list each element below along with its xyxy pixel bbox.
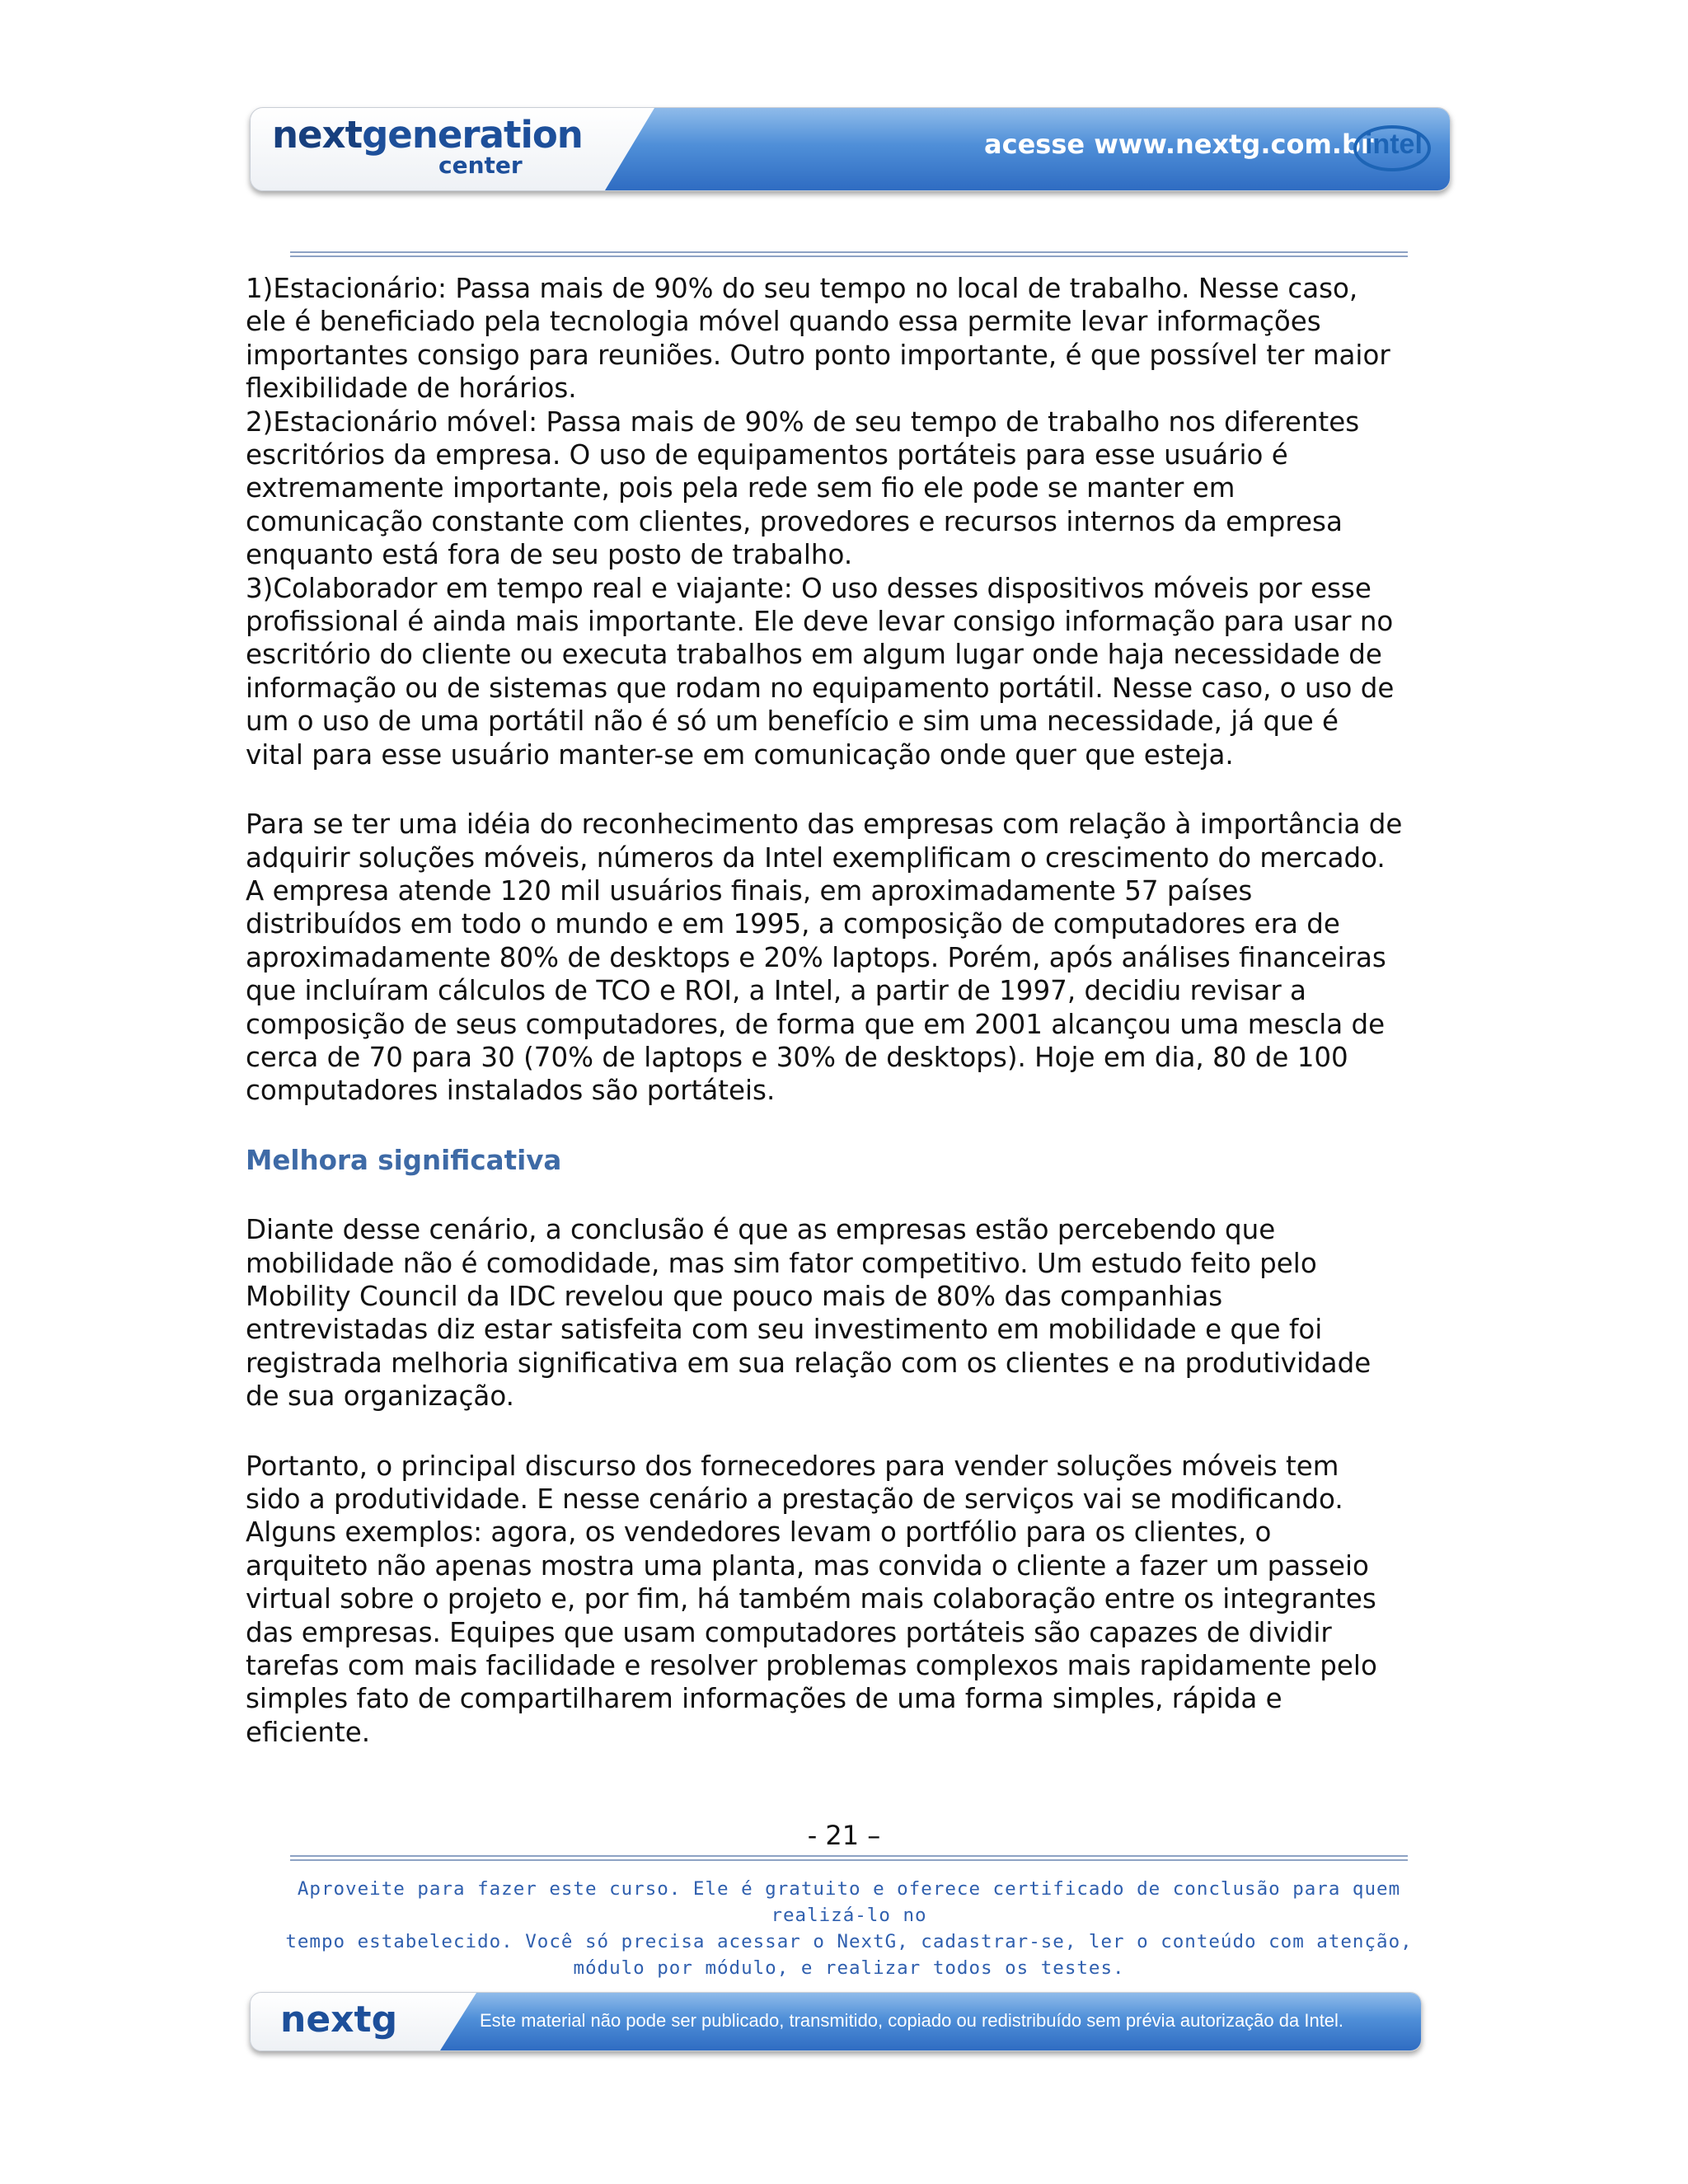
text-line: importantes consigo para reuniões. Outro ponto importante, é que possível ter maior bbox=[246, 339, 1390, 371]
text-line: enquanto está fora de seu posto de trabalho. bbox=[246, 539, 853, 571]
text-line: 3)Colaborador em tempo real e viajante: O uso desses dispositivos móveis por esse bbox=[246, 572, 1372, 604]
text-line: escritório do cliente ou executa trabalhos em algum lugar onde haja necessidade de bbox=[246, 639, 1382, 671]
paragraph-gap bbox=[246, 1177, 1449, 1213]
logo-wordmark: nextgeneration bbox=[272, 113, 583, 157]
nextg-logo: nextg bbox=[280, 1999, 398, 2041]
text-line: registrada melhoria significativa em sua relação com os clientes e na produtividade bbox=[246, 1347, 1372, 1379]
text-line: adquirir soluções móveis, números da Intel exemplificam o crescimento do mercado. bbox=[246, 841, 1386, 874]
logo-subtitle: center bbox=[438, 152, 523, 179]
paragraph-idc-study bbox=[246, 1213, 1449, 1413]
text-line: simples fato de compartilharem informações de uma forma simples, rápida e bbox=[246, 1683, 1282, 1715]
paragraph-intel-numbers bbox=[246, 808, 1449, 1108]
text-line: computadores instalados são portáteis. bbox=[246, 1075, 776, 1107]
paragraph-productivity bbox=[246, 1450, 1449, 1750]
text-line: Portanto, o principal discurso dos fornecedores para vender soluções móveis tem bbox=[246, 1450, 1339, 1482]
text-line: Para se ter uma idéia do reconhecimento das empresas com relação à importância de bbox=[246, 808, 1403, 841]
notice-line: módulo por módulo, e realizar todos os testes. bbox=[573, 1957, 1125, 1979]
text-line: 1)Estacionário: Passa mais de 90% do seu tempo no local de trabalho. Nesse caso, bbox=[246, 273, 1358, 304]
paragraph-worker-types bbox=[246, 272, 1449, 771]
text-line: distribuídos em todo o mundo e em 1995, a composição de computadores era de bbox=[246, 908, 1340, 940]
text-line: escritórios da empresa. O uso de equipamentos portáteis para esse usuário é bbox=[246, 439, 1288, 471]
header-divider bbox=[290, 251, 1408, 257]
text-line: virtual sobre o projeto e, por fim, há também mais colaboração entre os integrantes bbox=[246, 1583, 1376, 1615]
text-line: tarefas com mais facilidade e resolver problemas complexos mais rapidamente pelo bbox=[246, 1650, 1377, 1682]
text-line: extremamente importante, pois pela rede sem fio ele pode se manter em bbox=[246, 472, 1236, 504]
text-line: que incluíram cálculos de TCO e ROI, a Intel, a partir de 1997, decidiu revisar a bbox=[246, 975, 1306, 1007]
text-line: ele é beneficiado pela tecnologia móvel quando essa permite levar informações bbox=[246, 306, 1321, 338]
text-line: A empresa atende 120 mil usuários finais, em aproximadamente 57 países bbox=[246, 874, 1253, 907]
text-line: Diante desse cenário, a conclusão é que as empresas estão percebendo que bbox=[246, 1214, 1276, 1246]
notice-line: Aproveite para fazer este curso. Ele é gratuito e oferece certificado de conclusão para quem realizá-lo no bbox=[297, 1878, 1401, 1926]
text-line: cerca de 70 para 30 (70% de laptops e 30% de desktops). Hoje em dia, 80 de 100 bbox=[246, 1041, 1348, 1073]
text-line: profissional é ainda mais importante. Ele deve levar consigo informação para usar no bbox=[246, 606, 1394, 638]
footer-banner bbox=[250, 1992, 1422, 2051]
intel-logo-icon bbox=[1353, 123, 1432, 174]
text-line: composição de seus computadores, de forma que em 2001 alcançou uma mescla de bbox=[246, 1008, 1386, 1040]
page-number: - 21 – bbox=[807, 1820, 881, 1851]
text-line: arquiteto não apenas mostra uma planta, mas convida o cliente a fazer um passeio bbox=[246, 1549, 1369, 1582]
text-line: entrevistadas diz estar satisfeita com seu investimento em mobilidade e que foi bbox=[246, 1314, 1323, 1346]
section-heading: Melhora significativa bbox=[246, 1144, 562, 1176]
nextgeneration-logo bbox=[251, 108, 638, 190]
paragraph-gap bbox=[246, 1413, 1449, 1450]
text-line: comunicação constante com clientes, provedores e recursos internos da empresa bbox=[246, 505, 1343, 537]
text-line: das empresas. Equipes que usam computadores portáteis são capazes de dividir bbox=[246, 1616, 1332, 1648]
document-body bbox=[246, 272, 1449, 1749]
notice-line: tempo estabelecido. Você só precisa acessar o NextG, cadastrar-se, ler o conteúdo com atenção, bbox=[285, 1931, 1413, 1952]
text-line: eficiente. bbox=[246, 1716, 371, 1748]
text-line: de sua organização. bbox=[246, 1380, 514, 1413]
text-line: informação ou de sistemas que rodam no equipamento portátil. Nesse caso, o uso de bbox=[246, 672, 1395, 704]
text-line: flexibilidade de horários. bbox=[246, 373, 577, 405]
text-line: mobilidade não é comodidade, mas sim fator competitivo. Um estudo feito pelo bbox=[246, 1247, 1317, 1279]
copyright-disclaimer: Este material não pode ser publicado, transmitido, copiado ou redistribuído sem prévia autorização da Intel. bbox=[480, 2010, 1344, 2031]
site-url: acesse www.nextg.com.br bbox=[984, 129, 1374, 160]
paragraph-gap bbox=[246, 1108, 1449, 1144]
text-line: Mobility Council da IDC revelou que pouco mais de 80% das companhias bbox=[246, 1280, 1223, 1312]
text-line: um o uso de uma portátil não é só um benefício e sim uma necessidade, já que é bbox=[246, 705, 1339, 738]
text-line: 2)Estacionário móvel: Passa mais de 90% de seu tempo de trabalho nos diferentes bbox=[246, 405, 1360, 438]
text-line: sido a produtividade. E nesse cenário a prestação de serviços vai se modificando. bbox=[246, 1483, 1343, 1515]
paragraph-gap bbox=[246, 771, 1449, 808]
intel-logo-text: intel bbox=[1365, 129, 1423, 160]
text-line: Alguns exemplos: agora, os vendedores levam o portfólio para os clientes, o bbox=[246, 1516, 1272, 1549]
text-line: vital para esse usuário manter-se em comunicação onde quer que esteja. bbox=[246, 738, 1234, 771]
text-line: aproximadamente 80% de desktops e 20% laptops. Porém, após análises financeiras bbox=[246, 941, 1386, 973]
footer-divider bbox=[290, 1855, 1408, 1861]
header-banner bbox=[250, 107, 1451, 191]
